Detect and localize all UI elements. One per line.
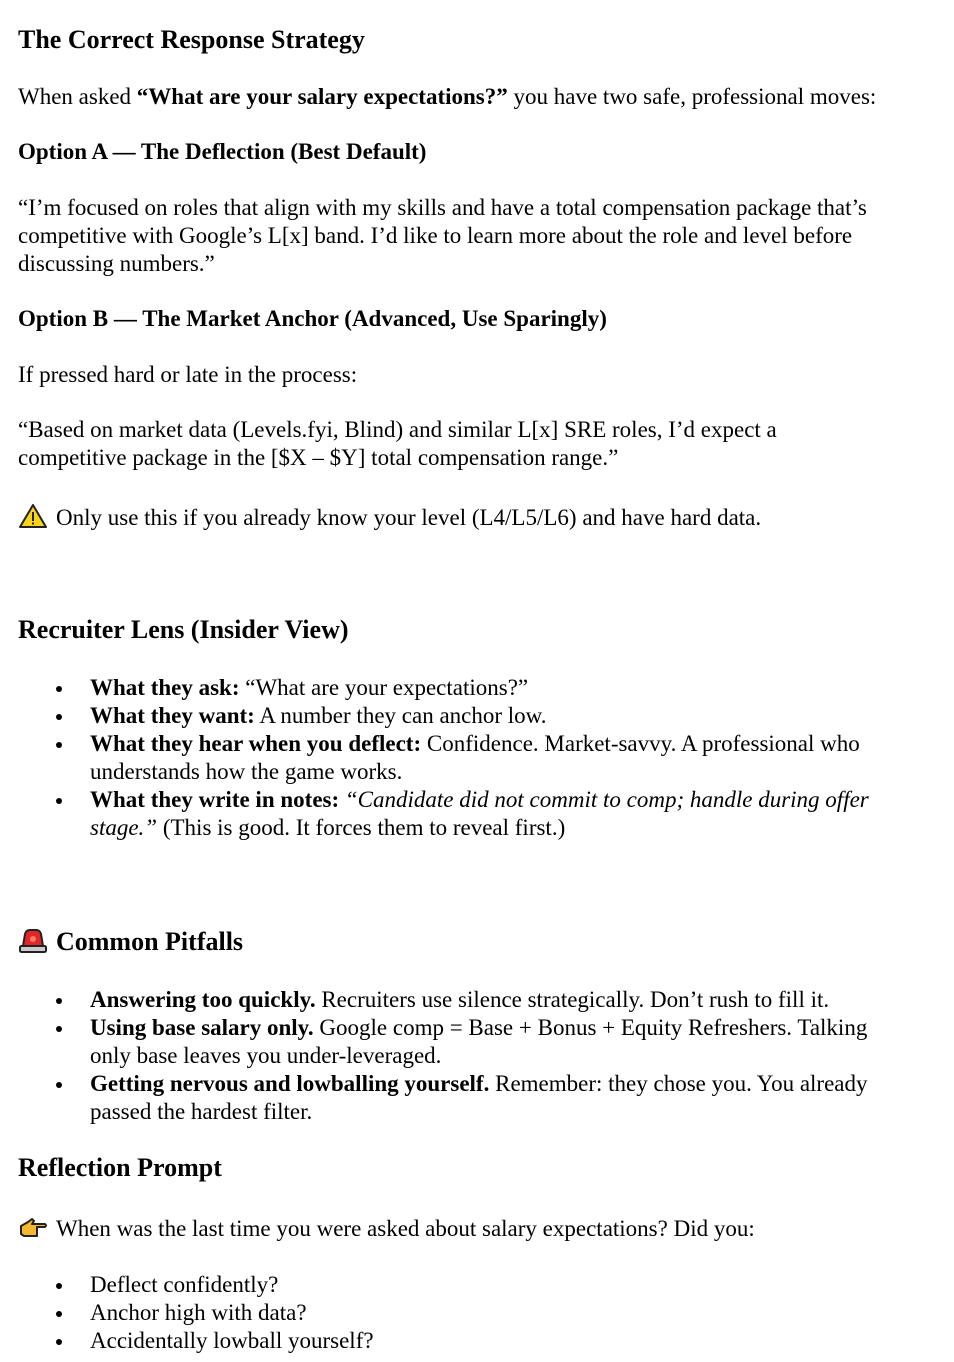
- reflection-prompt: When was the last time you were asked about salary expectations? Did you:: [18, 1215, 918, 1247]
- section-heading: Common Pitfalls: [18, 926, 243, 962]
- option-b-title: Option B — The Market Anchor (Advanced, Use Sparingly): [18, 306, 607, 331]
- pitfalls-list: [0, 986, 920, 1126]
- siren-icon: [18, 928, 48, 962]
- list-item: What they ask: “What are your expectations?”: [0, 674, 912, 702]
- recruiter-list: [0, 674, 920, 842]
- list-item: What they hear when you deflect: Confidence. Market-savvy. A professional who understands how the game works.: [0, 730, 912, 786]
- list-item: Using base salary only. Google comp = Base + Bonus + Equity Refreshers. Talking only base leaves you under-leveraged.: [0, 1014, 912, 1070]
- list-item: Anchor high with data?: [0, 1299, 912, 1327]
- pointing-hand-icon: [18, 1216, 48, 1247]
- list-item: Deflect confidently?: [0, 1271, 912, 1299]
- warning-note: [18, 503, 918, 536]
- warning-text: Only use this if you already know your level (L4/L5/L6) and have hard data.: [56, 505, 762, 530]
- list-item: What they want: A number they can anchor low.: [0, 702, 912, 730]
- list-item: Getting nervous and lowballing yourself. Remember: they chose you. You already passed the hardest filter.: [0, 1070, 912, 1126]
- option-a-title: Option A — The Deflection (Best Default): [18, 139, 427, 164]
- list-item: Answering too quickly. Recruiters use silence strategically. Don’t rush to fill it.: [0, 986, 912, 1014]
- text: When asked: [18, 84, 137, 109]
- text: you have two safe, professional moves:: [507, 84, 877, 109]
- question: “What are your salary expectations?”: [136, 84, 508, 109]
- list-item: Accidentally lowball yourself?: [0, 1327, 912, 1355]
- section-heading: The Correct Response Strategy: [18, 25, 365, 54]
- list-item: What they write in notes: “Candidate did not commit to comp; handle during offer stage.” (This is good. It forces them to reveal first.): [0, 786, 912, 842]
- paragraph: [18, 83, 918, 111]
- warning-icon: [18, 503, 48, 536]
- option-a-quote: “I’m focused on roles that align with my skills and have a total compensation package that’s competitive with Google’s L[x] band. I’d like to learn more about the role and level before discussing numbers.”: [18, 195, 867, 276]
- section-heading: Reflection Prompt: [18, 1153, 222, 1182]
- reflection-list: [0, 1271, 920, 1355]
- option-b-quote: “Based on market data (Levels.fyi, Blind) and similar L[x] SRE roles, I’d expect a competitive package in the [$X – $Y] total compensation range.”: [18, 417, 777, 470]
- section-heading: Recruiter Lens (Insider View): [18, 615, 349, 644]
- paragraph: If pressed hard or late in the process:: [18, 362, 358, 387]
